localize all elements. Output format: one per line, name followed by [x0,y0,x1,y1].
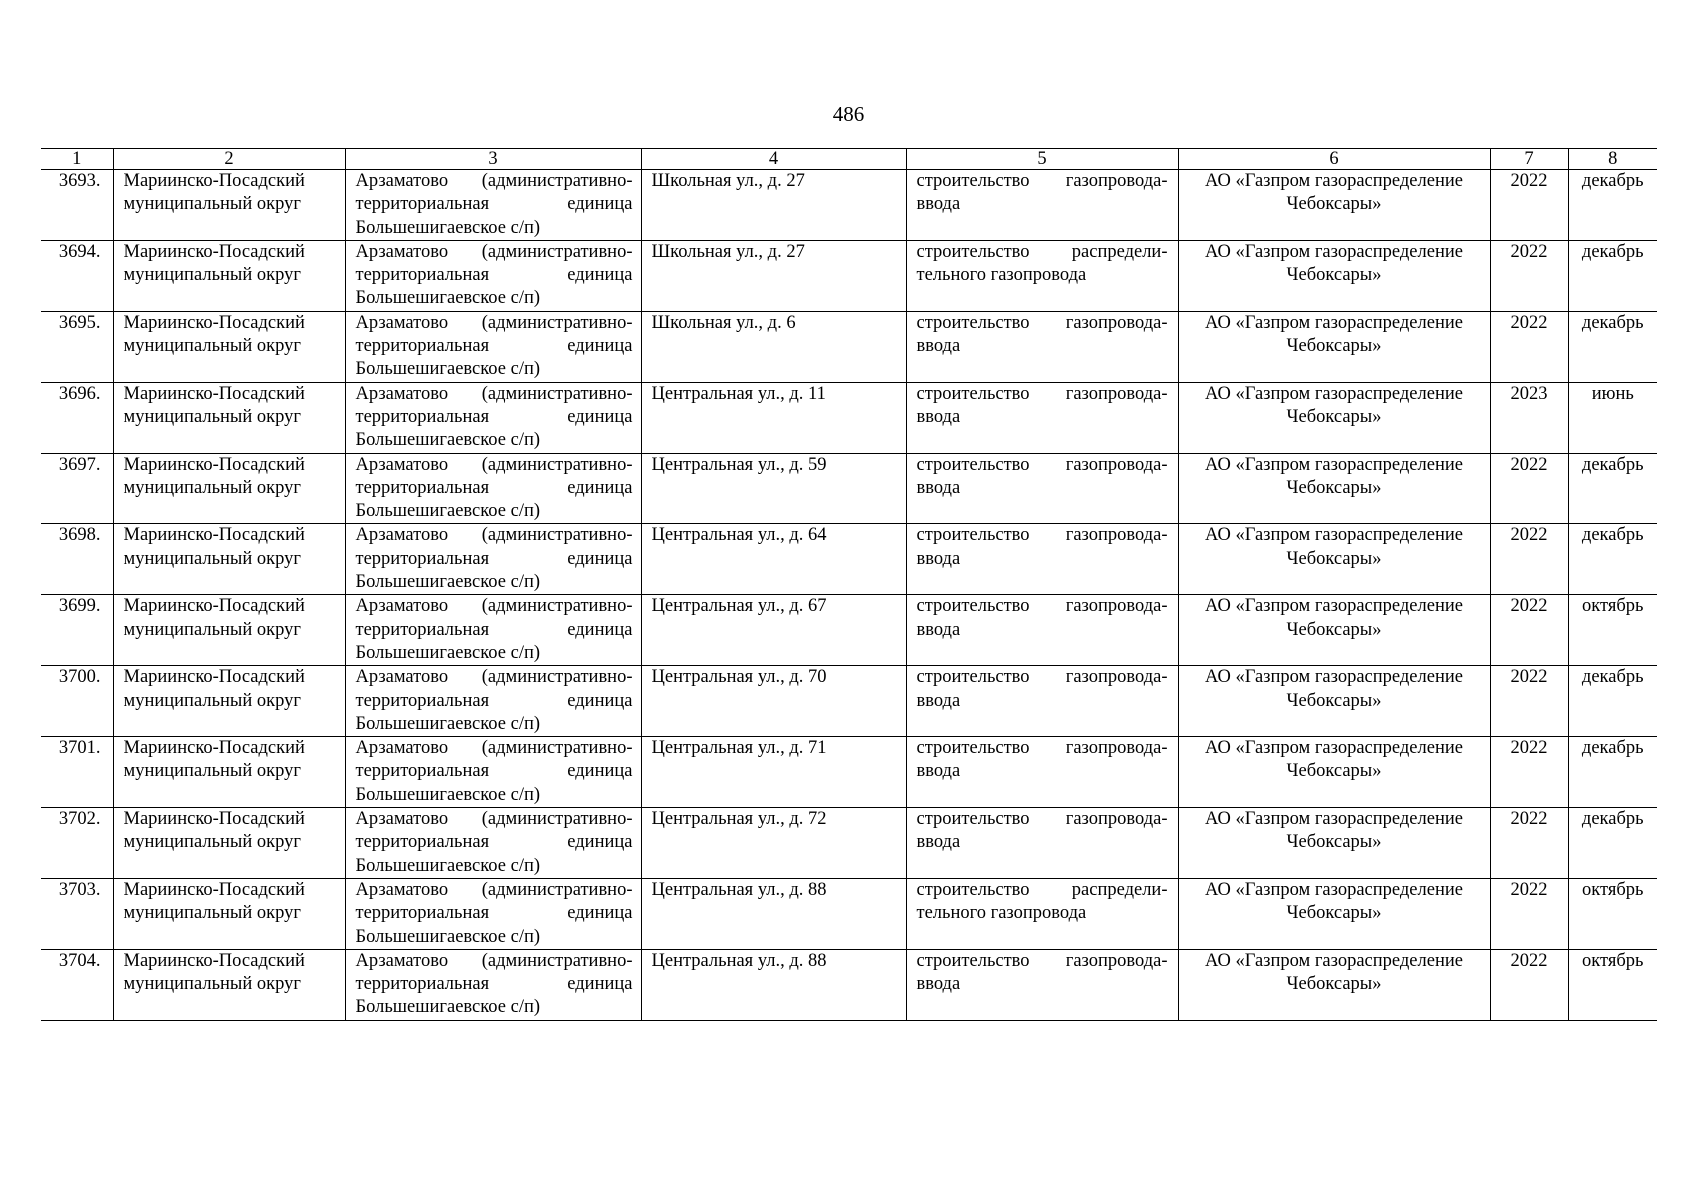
year-cell: 2022 [1490,311,1568,382]
settlement-cell: Арзаматово (административно-территориальная единица Большешигаевское с/п) [345,170,641,241]
table-row [41,808,1657,879]
settlement-cell: Арзаматово (административно-территориальная единица Большешигаевское с/п) [345,808,641,879]
organization-cell: АО «Газпром газораспределение Чебоксары» [1178,737,1490,808]
row-number: 3694. [41,240,113,311]
table-row [41,666,1657,737]
municipality-cell: Мариинско-Посадский муниципальный округ [113,949,345,1020]
table-body [41,149,1657,1021]
year-cell: 2022 [1490,808,1568,879]
row-number: 3703. [41,878,113,949]
municipality-cell: Мариинско-Посадский муниципальный округ [113,524,345,595]
organization-cell: АО «Газпром газораспределение Чебоксары» [1178,949,1490,1020]
address-cell: Школьная ул., д. 6 [641,311,906,382]
month-cell: декабрь [1568,808,1657,879]
month-cell: декабрь [1568,453,1657,524]
header-row [41,149,1657,170]
address-cell: Центральная ул., д. 88 [641,949,906,1020]
municipality-cell: Мариинско-Посадский муниципальный округ [113,666,345,737]
page-number: 486 [832,102,865,126]
month-cell: октябрь [1568,949,1657,1020]
work-type-cell: строительство газопровода-ввода [906,595,1178,666]
organization-cell: АО «Газпром газораспределение Чебоксары» [1178,878,1490,949]
settlement-cell: Арзаматово (административно-территориальная единица Большешигаевское с/п) [345,382,641,453]
address-cell: Центральная ул., д. 59 [641,453,906,524]
month-cell: июнь [1568,382,1657,453]
work-type-cell: строительство газопровода-ввода [906,453,1178,524]
address-cell: Центральная ул., д. 70 [641,666,906,737]
table-row [41,595,1657,666]
table-row [41,240,1657,311]
column-header: 7 [1490,149,1568,170]
settlement-cell: Арзаматово (административно-территориальная единица Большешигаевское с/п) [345,453,641,524]
address-cell: Центральная ул., д. 11 [641,382,906,453]
month-cell: декабрь [1568,240,1657,311]
organization-cell: АО «Газпром газораспределение Чебоксары» [1178,382,1490,453]
settlement-cell: Арзаматово (административно-территориальная единица Большешигаевское с/п) [345,737,641,808]
month-cell: октябрь [1568,595,1657,666]
table-row [41,737,1657,808]
settlement-cell: Арзаматово (административно-территориальная единица Большешигаевское с/п) [345,595,641,666]
column-header: 1 [41,149,113,170]
municipality-cell: Мариинско-Посадский муниципальный округ [113,170,345,241]
municipality-cell: Мариинско-Посадский муниципальный округ [113,240,345,311]
table-row [41,878,1657,949]
work-type-cell: строительство газопровода-ввода [906,382,1178,453]
row-number: 3702. [41,808,113,879]
work-type-cell: строительство газопровода-ввода [906,524,1178,595]
address-cell: Центральная ул., д. 88 [641,878,906,949]
work-type-cell: строительство газопровода-ввода [906,311,1178,382]
year-cell: 2022 [1490,240,1568,311]
organization-cell: АО «Газпром газораспределение Чебоксары» [1178,808,1490,879]
row-number: 3700. [41,666,113,737]
organization-cell: АО «Газпром газораспределение Чебоксары» [1178,666,1490,737]
column-header: 3 [345,149,641,170]
work-type-cell: строительство газопровода-ввода [906,808,1178,879]
row-number: 3699. [41,595,113,666]
work-type-cell: строительство распредели-тельного газопровода [906,878,1178,949]
year-cell: 2023 [1490,382,1568,453]
municipality-cell: Мариинско-Посадский муниципальный округ [113,382,345,453]
municipality-cell: Мариинско-Посадский муниципальный округ [113,737,345,808]
municipality-cell: Мариинско-Посадский муниципальный округ [113,595,345,666]
month-cell: декабрь [1568,524,1657,595]
row-number: 3701. [41,737,113,808]
work-type-cell: строительство газопровода-ввода [906,666,1178,737]
organization-cell: АО «Газпром газораспределение Чебоксары» [1178,453,1490,524]
month-cell: декабрь [1568,170,1657,241]
row-number: 3704. [41,949,113,1020]
municipality-cell: Мариинско-Посадский муниципальный округ [113,808,345,879]
column-header: 8 [1568,149,1657,170]
table-row [41,170,1657,241]
row-number: 3696. [41,382,113,453]
row-number: 3693. [41,170,113,241]
column-header: 5 [906,149,1178,170]
month-cell: декабрь [1568,311,1657,382]
month-cell: октябрь [1568,878,1657,949]
work-type-cell: строительство распредели-тельного газопровода [906,240,1178,311]
table-row [41,524,1657,595]
organization-cell: АО «Газпром газораспределение Чебоксары» [1178,170,1490,241]
register-table [41,148,1657,1021]
address-cell: Центральная ул., д. 67 [641,595,906,666]
work-type-cell: строительство газопровода-ввода [906,170,1178,241]
settlement-cell: Арзаматово (административно-территориальная единица Большешигаевское с/п) [345,666,641,737]
organization-cell: АО «Газпром газораспределение Чебоксары» [1178,595,1490,666]
settlement-cell: Арзаматово (административно-территориальная единица Большешигаевское с/п) [345,311,641,382]
address-cell: Центральная ул., д. 71 [641,737,906,808]
column-header: 2 [113,149,345,170]
year-cell: 2022 [1490,949,1568,1020]
column-header: 4 [641,149,906,170]
settlement-cell: Арзаматово (административно-территориальная единица Большешигаевское с/п) [345,524,641,595]
municipality-cell: Мариинско-Посадский муниципальный округ [113,453,345,524]
year-cell: 2022 [1490,595,1568,666]
row-number: 3697. [41,453,113,524]
column-header: 6 [1178,149,1490,170]
address-cell: Центральная ул., д. 64 [641,524,906,595]
year-cell: 2022 [1490,453,1568,524]
table-row [41,453,1657,524]
year-cell: 2022 [1490,878,1568,949]
year-cell: 2022 [1490,737,1568,808]
table-row [41,382,1657,453]
organization-cell: АО «Газпром газораспределение Чебоксары» [1178,524,1490,595]
municipality-cell: Мариинско-Посадский муниципальный округ [113,311,345,382]
settlement-cell: Арзаматово (административно-территориальная единица Большешигаевское с/п) [345,878,641,949]
table-row [41,949,1657,1020]
table-row [41,311,1657,382]
settlement-cell: Арзаматово (административно-территориальная единица Большешигаевское с/п) [345,949,641,1020]
row-number: 3695. [41,311,113,382]
address-cell: Школьная ул., д. 27 [641,170,906,241]
month-cell: декабрь [1568,666,1657,737]
year-cell: 2022 [1490,170,1568,241]
settlement-cell: Арзаматово (административно-территориальная единица Большешигаевское с/п) [345,240,641,311]
municipality-cell: Мариинско-Посадский муниципальный округ [113,878,345,949]
row-number: 3698. [41,524,113,595]
work-type-cell: строительство газопровода-ввода [906,949,1178,1020]
organization-cell: АО «Газпром газораспределение Чебоксары» [1178,240,1490,311]
month-cell: декабрь [1568,737,1657,808]
address-cell: Центральная ул., д. 72 [641,808,906,879]
address-cell: Школьная ул., д. 27 [641,240,906,311]
work-type-cell: строительство газопровода-ввода [906,737,1178,808]
year-cell: 2022 [1490,666,1568,737]
year-cell: 2022 [1490,524,1568,595]
organization-cell: АО «Газпром газораспределение Чебоксары» [1178,311,1490,382]
